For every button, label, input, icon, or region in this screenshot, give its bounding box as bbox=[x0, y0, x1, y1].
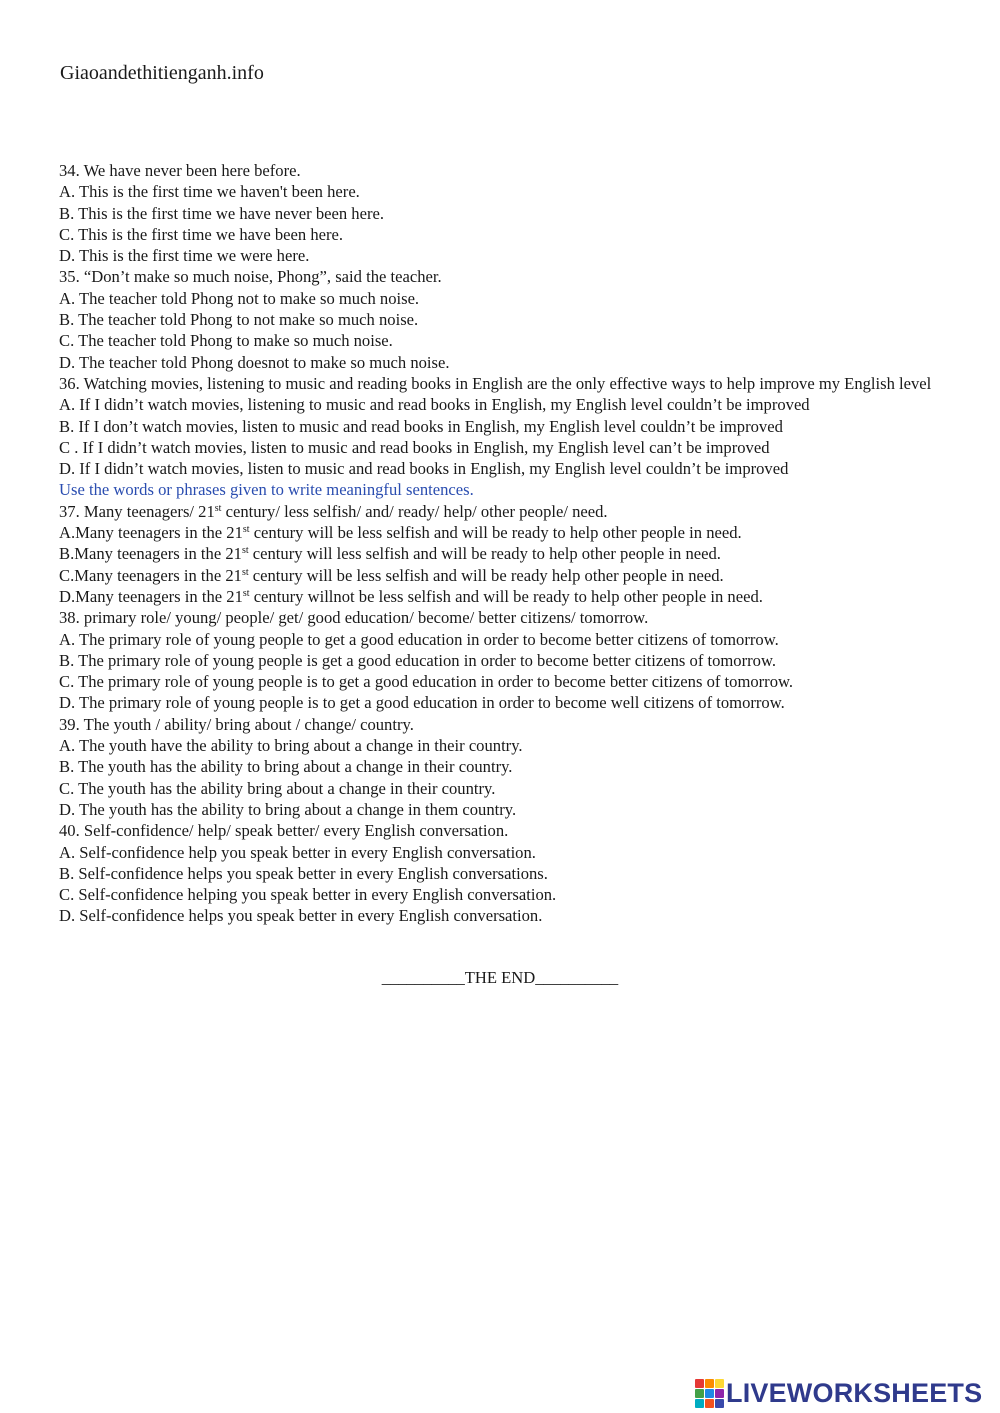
answer-option: D. The youth has the ability to bring about a change in them country. bbox=[59, 799, 517, 819]
logo-square bbox=[695, 1379, 704, 1388]
answer-option: A. If I didn’t watch movies, listening to music and read books in English, my English level couldn’t be improved bbox=[59, 395, 810, 415]
question-line: 38. primary role/ young/ people/ get/ good education/ become/ better citizens/ tomorrow. bbox=[59, 608, 649, 628]
answer-option: C. The youth has the ability bring about a change in their country. bbox=[59, 778, 496, 798]
ordinal-suffix: st bbox=[242, 587, 250, 599]
question-line: 34. We have never been here before. bbox=[59, 161, 301, 180]
answer-option: D. This is the first time we were here. bbox=[59, 246, 310, 266]
line-text: century/ less selfish/ and/ ready/ help/ other people/ need. bbox=[221, 501, 608, 521]
answer-option: B. The primary role of young people is get a good education in order to become better citizens of tomorrow. bbox=[59, 650, 777, 670]
answer-option: C. This is the first time we have been here. bbox=[59, 224, 344, 244]
question-line bbox=[59, 586, 959, 607]
line-text: B.Many teenagers in the 21 bbox=[59, 544, 242, 564]
liveworksheets-logo-text: LIVEWORKSHEETS bbox=[726, 1378, 983, 1408]
instruction-text: Use the words or phrases given to write meaningful sentences. bbox=[59, 480, 474, 500]
answer-option: D. If I didn’t watch movies, listen to music and read books in English, my English level couldn’t be improved bbox=[59, 459, 789, 479]
ordinal-suffix: st bbox=[241, 545, 249, 557]
logo-square bbox=[715, 1379, 724, 1388]
answer-option: B. The teacher told Phong to not make so much noise. bbox=[59, 310, 419, 330]
line-text: century will be less selfish and will be ready help other people in need. bbox=[248, 565, 724, 585]
ordinal-suffix: st bbox=[214, 502, 222, 514]
logo-square bbox=[705, 1379, 714, 1388]
answer-option: C. Self-confidence helping you speak better in every English conversation. bbox=[59, 885, 557, 905]
answer-option: C. The primary role of young people is to get a good education in order to become better citizens of tomorrow. bbox=[59, 672, 794, 692]
question-line bbox=[59, 501, 959, 522]
line-text: C.Many teenagers in the 21 bbox=[59, 565, 242, 585]
answer-option: B. Self-confidence helps you speak better in every English conversations. bbox=[59, 863, 548, 883]
line-text: D.Many teenagers in the 21 bbox=[59, 586, 243, 606]
logo-square bbox=[715, 1399, 724, 1408]
ordinal-suffix: st bbox=[242, 524, 250, 536]
logo-square bbox=[695, 1389, 704, 1398]
answer-option: A. The youth have the ability to bring about a change in their country. bbox=[59, 736, 523, 756]
question-line: 35. “Don’t make so much noise, Phong”, said the teacher. bbox=[59, 267, 442, 287]
question-line bbox=[59, 543, 959, 564]
answer-option: A. Self-confidence help you speak better in every English conversation. bbox=[59, 842, 536, 862]
answer-option: B. If I don’t watch movies, listen to music and read books in English, my English level couldn’t be improved bbox=[59, 416, 783, 436]
answer-option: A. This is the first time we haven't been here. bbox=[59, 182, 360, 202]
logo-square bbox=[695, 1399, 704, 1408]
site-name: Giaoandethitienganh.info bbox=[60, 62, 264, 84]
liveworksheets-logo-icon bbox=[695, 1379, 723, 1407]
question-line bbox=[59, 565, 959, 586]
answer-option: A. The primary role of young people to get a good education in order to become better citizens of tomorrow. bbox=[59, 629, 779, 649]
answer-option: B. The youth has the ability to bring about a change in their country. bbox=[59, 757, 513, 777]
question-line: 39. The youth / ability/ bring about / change/ country. bbox=[59, 714, 414, 734]
line-text: century will less selfish and will be ready to help other people in need. bbox=[248, 544, 721, 564]
answer-option: C . If I didn’t watch movies, listen to music and read books in English, my English level can’t be improved bbox=[59, 437, 770, 457]
answer-option: D. The teacher told Phong doesnot to make so much noise. bbox=[59, 352, 450, 372]
answer-option: C. The teacher told Phong to make so much noise. bbox=[59, 331, 393, 351]
logo-square bbox=[705, 1389, 714, 1398]
exercise-content bbox=[59, 160, 959, 927]
answer-option: D. Self-confidence helps you speak better in every English conversation. bbox=[59, 906, 543, 926]
question-line bbox=[59, 522, 959, 543]
liveworksheets-logo[interactable] bbox=[695, 1377, 995, 1409]
answer-option: B. This is the first time we have never been here. bbox=[59, 203, 385, 223]
logo-square bbox=[705, 1399, 714, 1408]
line-text: A.Many teenagers in the 21 bbox=[59, 523, 243, 543]
answer-option: D. The primary role of young people is to get a good education in order to become well citizens of tomorrow. bbox=[59, 693, 785, 713]
logo-square bbox=[715, 1389, 724, 1398]
the-end-line: __________THE END__________ bbox=[381, 968, 619, 987]
ordinal-suffix: st bbox=[241, 566, 249, 578]
question-line: 40. Self-confidence/ help/ speak better/ every English conversation. bbox=[59, 821, 509, 841]
question-line: 36. Watching movies, listening to music and reading books in English are the only effective ways to help improve my English level bbox=[59, 373, 932, 393]
line-text: century will be less selfish and will be ready to help other people in need. bbox=[249, 523, 742, 543]
answer-option: A. The teacher told Phong not to make so much noise. bbox=[59, 288, 420, 308]
line-text: 37. Many teenagers/ 21 bbox=[59, 501, 215, 521]
line-text: century willnot be less selfish and will be ready to help other people in need. bbox=[249, 586, 763, 606]
